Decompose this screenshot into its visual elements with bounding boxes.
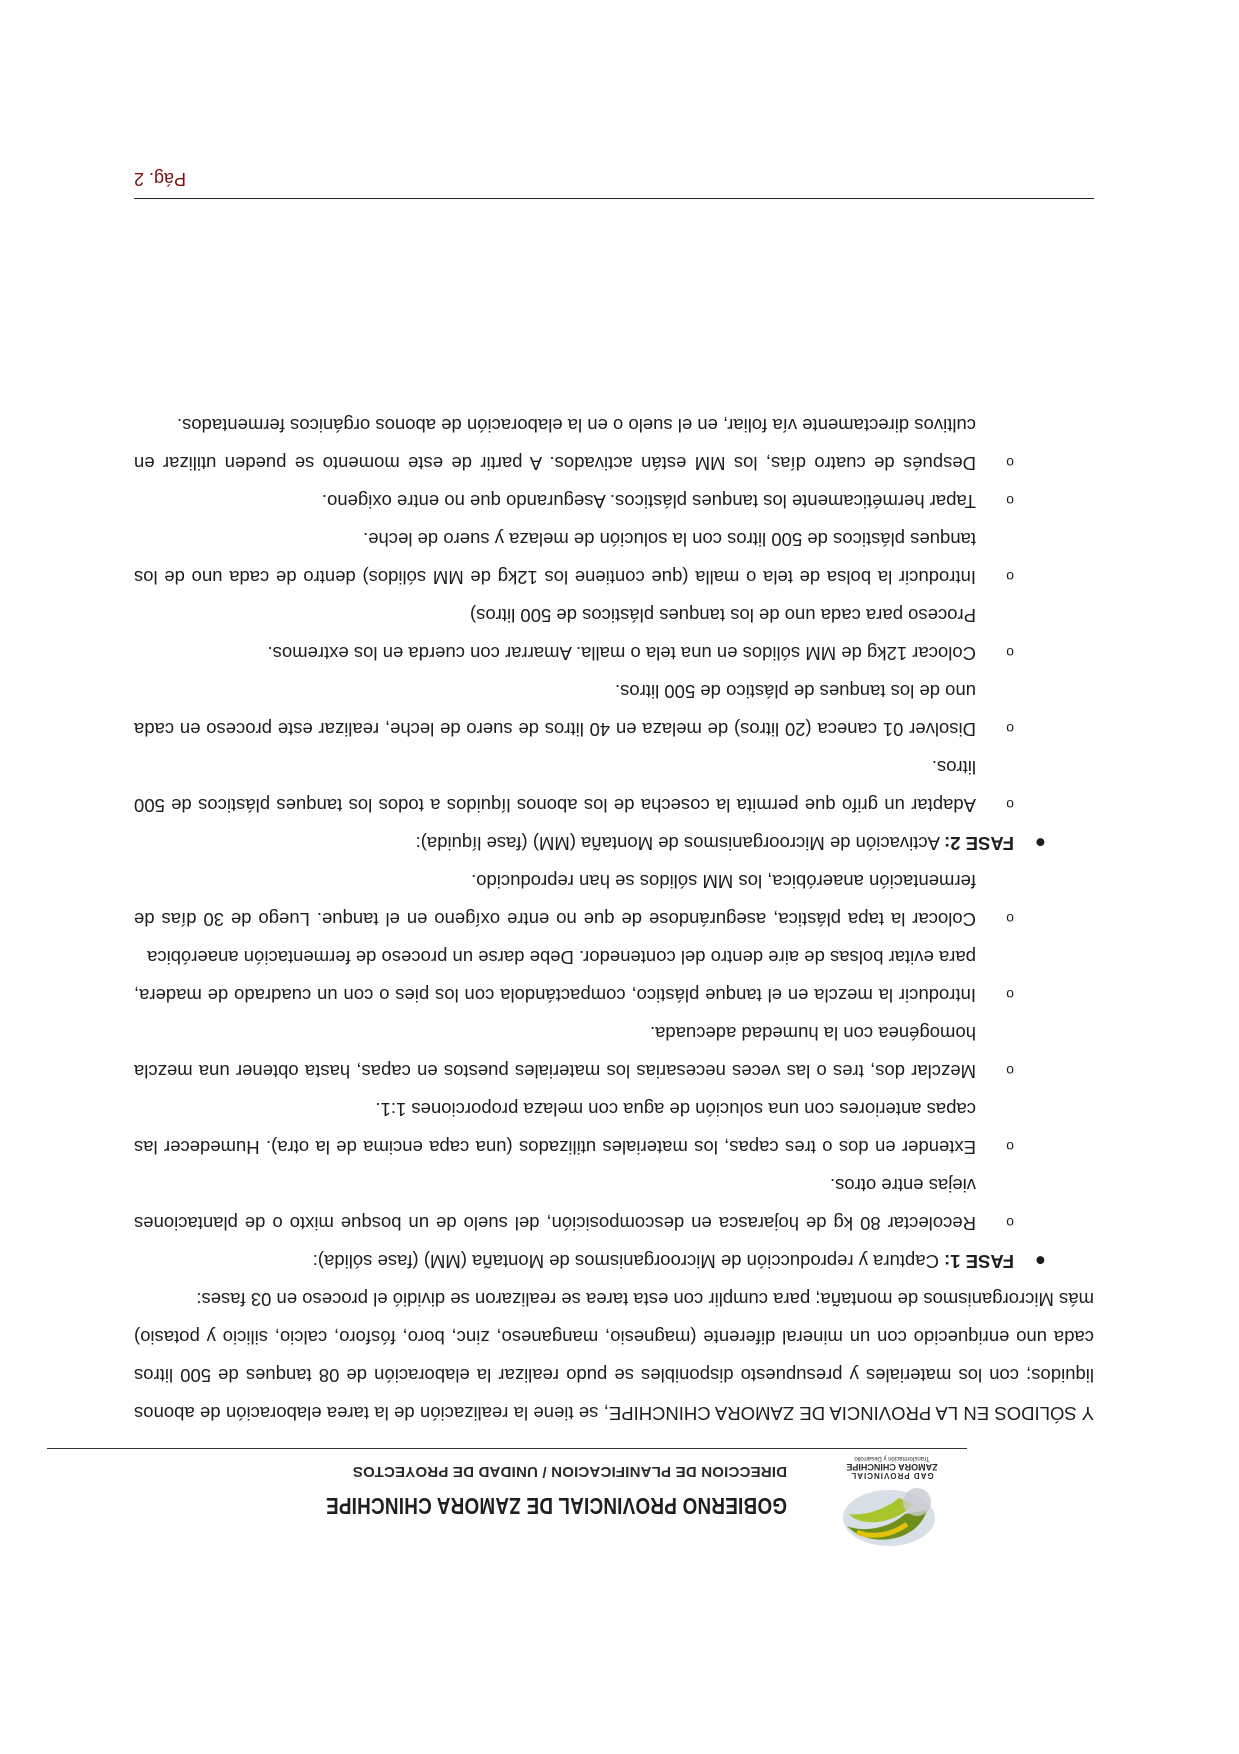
phase-1-heading: [134, 1242, 1094, 1280]
logo-text: [817, 1453, 967, 1480]
department-subtitle: DIRECCION DE PLANIFICACION / UNIDAD DE PROYECTOS: [352, 1463, 787, 1480]
list-item-text: Colocar la tapa plástica, asegurándose de que no entre oxígeno en el tanque. Luego de 30 días de fermentación anaeróbica, los MM sólidos se han reproducido.: [134, 871, 976, 930]
circle-bullet-icon: o: [1006, 1063, 1014, 1079]
list-item-text: Tapar herméticamente los tanques plásticos. Asegurando que no entre oxigeno.: [321, 491, 976, 512]
circle-bullet-icon: o: [1006, 987, 1014, 1003]
circle-bullet-icon: o: [1006, 645, 1014, 661]
circle-bullet-icon: o: [1006, 1139, 1014, 1155]
logo-line-1: GAD PROVINCIAL: [850, 1471, 934, 1480]
list-item: [134, 634, 1094, 672]
intro-paragraph: Y SÓLIDOS EN LA PROVINCIA DE ZAMORA CHINCHIPE, se tiene la realización de la tarea elaboración de abonos liquidos; con los materiales y presupuesto disponibles se pudo realizar la elaboración de 08 tanques de 500 litros cada uno enriquecido con un mineral diferente (magnesio, manganeso, zinc, boro, fósforo, calcio, silicio y potasio) más Microrganismos de montaña; para cumplir con esta tarea se realizaron se dividió el proceso en 03 fases:: [134, 1289, 1094, 1424]
list-item: [134, 1014, 1094, 1090]
list-item-text: Introducir la bolsa de tela o malla (que contiene los 12kg de MM sólidos) dentro de cada uno de los tanques plásticos de 500 litros con la solución de melaza y suero de leche.: [134, 529, 976, 588]
circle-bullet-icon: o: [1006, 797, 1014, 813]
phase-2-label: FASE 2:: [944, 833, 1014, 854]
list-item: [134, 1090, 1094, 1166]
list-item-text: Disolver 01 caneca (20 litros) de melaza en 40 litros de suero de leche, realizar este proceso en cada uno de los tanques de plástico de 500 litros.: [134, 681, 976, 740]
list-item-text: Adaptar un grifo que permita la cosecha de los abonos líquidos a todos los tanques plásticos de 500 litros.: [134, 757, 976, 816]
list-item-text: Después de cuatro días, los MM están activados. A partir de este momento se pueden utilizar en cultivos directamente vía foliar, en el suelo o en la elaboración de abonos orgánicos fermentados.: [134, 415, 976, 474]
phase-2-heading: [134, 824, 1094, 862]
document-body: [134, 406, 1094, 1432]
list-item: [134, 938, 1094, 1014]
bullet-icon: ●: [1034, 833, 1046, 854]
list-item: [134, 406, 1094, 482]
list-item-text: Extender en dos o tres capas, los materiales utilizados (una capa encima de la otra). Humedecer las capas anteriores con una solución de agua con melaza proporciones 1:1.: [134, 1099, 976, 1158]
organization-logo: [817, 1444, 967, 1554]
logo-line-2: ZAMORA CHINCHIPE: [846, 1462, 938, 1472]
phase-2-text: Activación de Microorganismos de Montaña (MM) (fase líquida):: [415, 833, 940, 854]
list-item: [134, 672, 1094, 748]
logo-line-3: Transformación y Desarrollo: [854, 1455, 930, 1461]
circle-bullet-icon: o: [1006, 721, 1014, 737]
circle-bullet-icon: o: [1006, 569, 1014, 585]
process-note: Proceso para cada uno de los tanques plásticos de 500 litros): [470, 605, 976, 626]
list-item-text: Colocar 12kg de MM sólidos en una tela o malla. Amarrar con cuerda en los extremos.: [267, 643, 976, 664]
list-item: [134, 482, 1094, 520]
phase-1-text: Captura y reproducción de Microorganismos de Montaña (MM) (fase sólida):: [312, 1251, 939, 1272]
page-header: [47, 1444, 967, 1554]
list-item-text: Introducir la mezcla en el tanque plástico, compactándola con los pies o con un cuadrado de madera, para evitar bolsas de aire dentro del contenedor. Debe darse un proceso de fermentación anaeróbica: [134, 947, 976, 1006]
page-number: Pág. 2: [134, 169, 187, 189]
leaf-logo-icon: [837, 1476, 947, 1554]
organization-title: GOBIERNO PROVINCIAL DE ZAMORA CHINCHIPE: [325, 1493, 787, 1519]
list-item-text: Mezclar dos, tres o las veces necesarias los materiales puestos en capas, hasta obtener una mezcla homogénea con la humedad adecuada.: [134, 1023, 976, 1082]
header-divider: [47, 1448, 967, 1449]
circle-bullet-icon: o: [1006, 1215, 1014, 1231]
circle-bullet-icon: o: [1006, 911, 1014, 927]
list-item: [134, 862, 1094, 938]
list-item: [134, 748, 1094, 824]
list-item-text: Recolectar 80 kg de hojarasca en descomposición, del suelo de un bosque mixto o de plantaciones viejas entre otros.: [134, 1175, 976, 1234]
bullet-icon: ●: [1034, 1251, 1046, 1272]
list-item: [134, 1166, 1094, 1242]
phase-1-label: FASE 1:: [944, 1251, 1014, 1272]
circle-bullet-icon: o: [1006, 455, 1014, 471]
circle-bullet-icon: o: [1006, 493, 1014, 509]
footer-divider: [134, 198, 1094, 199]
page-footer: [134, 139, 1094, 199]
list-item: [134, 520, 1094, 596]
